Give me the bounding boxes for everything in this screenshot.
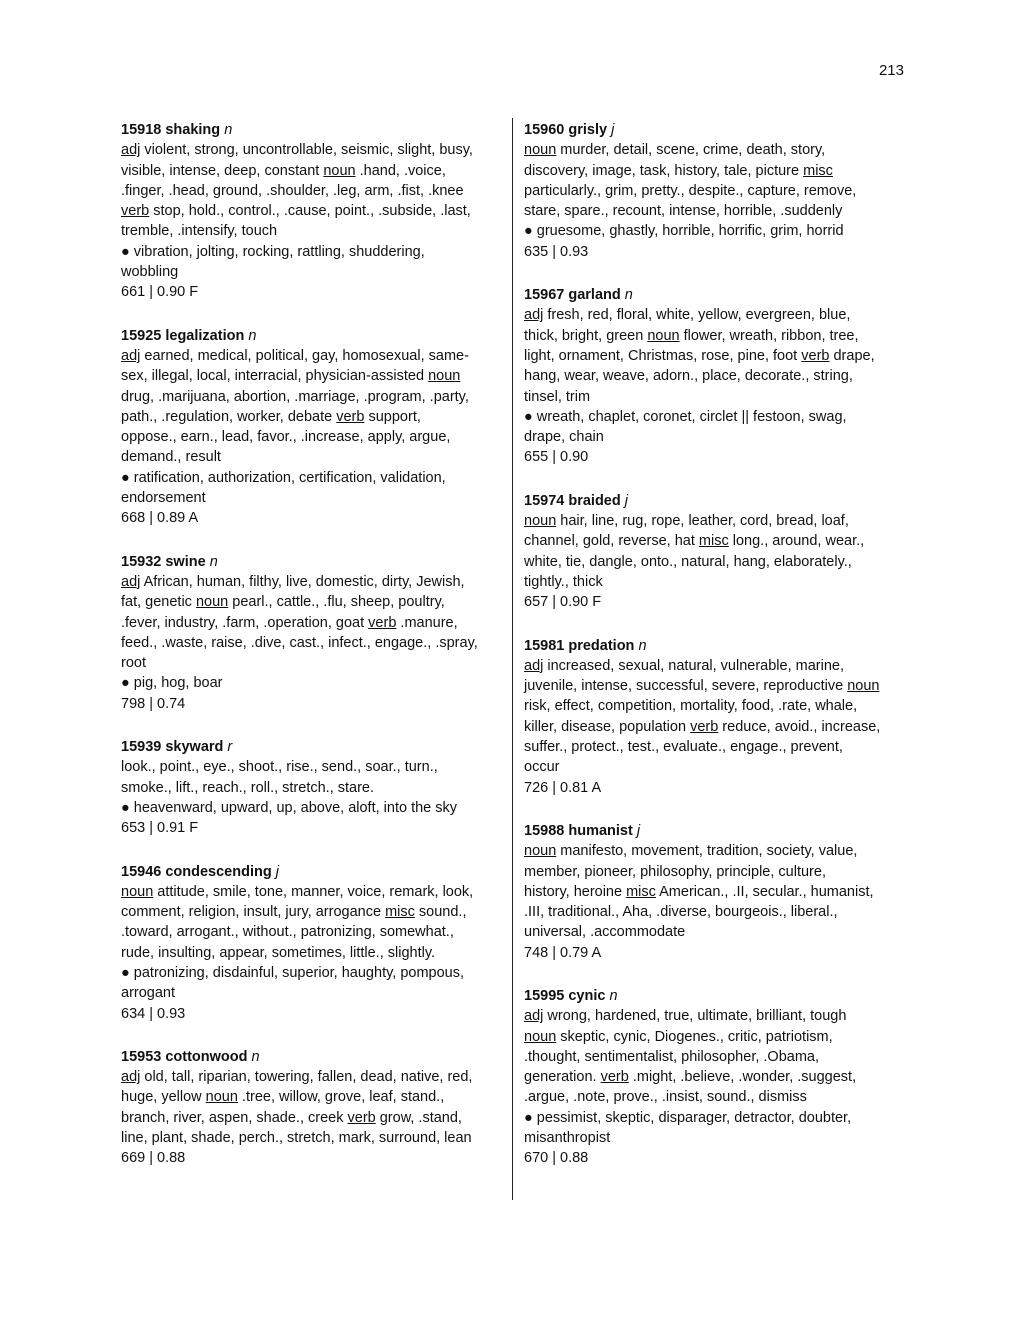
entry-text: demand., result bbox=[121, 449, 221, 466]
entry-line bbox=[121, 140, 499, 160]
entry-text: occur bbox=[524, 759, 560, 776]
section-label: noun bbox=[323, 162, 356, 179]
entry-line bbox=[524, 161, 908, 181]
entry-text: history, heroine bbox=[524, 883, 627, 900]
entry-text: light, ornament, Christmas, rose, pine, foot bbox=[524, 347, 802, 364]
part-of-speech: n bbox=[248, 327, 257, 344]
entry-line bbox=[524, 902, 908, 922]
entry-line bbox=[524, 242, 908, 262]
entry-line bbox=[121, 407, 499, 427]
entry-text: .III, traditional., Aha, .diverse, bourgeois., liberal., bbox=[524, 904, 838, 921]
entry-text: increased, sexual, natural, vulnerable, marine, bbox=[543, 657, 844, 674]
column-divider bbox=[512, 118, 513, 1200]
entry-line bbox=[121, 488, 499, 508]
entry-line bbox=[121, 427, 499, 447]
entry-text: drape, bbox=[829, 347, 875, 364]
entry-text: .tree, willow, grove, leaf, stand., bbox=[237, 1089, 445, 1106]
entry-text: rude, insulting, appear, sometimes, little., slightly. bbox=[121, 944, 436, 961]
section-label: adj bbox=[524, 657, 544, 674]
part-of-speech: j bbox=[611, 122, 615, 138]
entry-headword bbox=[121, 326, 499, 346]
entry-text: tremble, .intensify, touch bbox=[121, 223, 278, 240]
entry-line bbox=[524, 572, 908, 592]
entry-line bbox=[524, 1087, 908, 1107]
entry-line bbox=[121, 613, 499, 633]
entry-headword bbox=[524, 986, 908, 1006]
entry-text: fresh, red, floral, white, yellow, evergreen, blue, bbox=[543, 307, 851, 324]
section-label: verb bbox=[801, 347, 830, 364]
entry-line bbox=[524, 696, 908, 716]
entry-line bbox=[524, 1108, 908, 1128]
entry-text: skeptic, cynic, Diogenes., critic, patriotism, bbox=[556, 1028, 833, 1045]
dictionary-entry bbox=[121, 1047, 499, 1169]
section-label: noun bbox=[524, 843, 557, 860]
entry-line bbox=[121, 757, 499, 777]
entry-line bbox=[524, 943, 908, 963]
entry-line bbox=[524, 221, 908, 241]
entry-line bbox=[524, 757, 908, 777]
entry-line bbox=[121, 242, 499, 262]
entry-text: member, pioneer, philosophy, principle, culture, bbox=[524, 863, 826, 880]
entry-line bbox=[121, 1148, 499, 1168]
entry-text: tightly., thick bbox=[524, 573, 603, 590]
entry-line bbox=[121, 508, 499, 528]
entry-line bbox=[121, 1108, 499, 1128]
entry-line bbox=[524, 656, 908, 676]
dictionary-entry bbox=[121, 552, 499, 714]
entry-line bbox=[121, 366, 499, 386]
entry-text: ● vibration, jolting, rocking, rattling, shuddering, bbox=[121, 243, 425, 260]
entry-line bbox=[121, 161, 499, 181]
entry-text: smoke., lift., reach., roll., stretch., stare. bbox=[121, 779, 375, 796]
section-label: noun bbox=[524, 513, 557, 530]
section-label: noun bbox=[847, 678, 880, 695]
entry-text: visible, intense, deep, constant bbox=[121, 162, 324, 179]
entry-line bbox=[121, 983, 499, 1003]
page-number: 213 bbox=[878, 62, 904, 79]
entry-headword bbox=[524, 491, 908, 511]
entry-text: support, bbox=[364, 408, 421, 425]
entry-line bbox=[524, 882, 908, 902]
entry-line bbox=[121, 201, 499, 221]
section-label: misc bbox=[803, 162, 833, 179]
entry-line bbox=[524, 676, 908, 696]
entry-text: African, human, filthy, live, domestic, dirty, Jewish, bbox=[140, 573, 465, 590]
part-of-speech: n bbox=[638, 637, 647, 654]
dictionary-entry bbox=[524, 491, 908, 613]
entry-line bbox=[121, 468, 499, 488]
entry-text: attitude, smile, tone, manner, voice, remark, look, bbox=[153, 883, 474, 900]
entry-line bbox=[524, 305, 908, 325]
section-label: verb bbox=[690, 718, 719, 735]
entry-line bbox=[524, 346, 908, 366]
entry-line bbox=[121, 346, 499, 366]
headword-text: 15967 garland bbox=[524, 287, 621, 304]
entry-text: .thought, sentimentalist, philosopher, .Obama, bbox=[524, 1048, 820, 1065]
entry-line bbox=[121, 1128, 499, 1148]
entry-text: endorsement bbox=[121, 490, 206, 507]
section-label: adj bbox=[121, 573, 141, 590]
headword-text: 15953 cottonwood bbox=[121, 1048, 248, 1065]
entry-text: wrong, hardened, true, ultimate, brilliant, tough bbox=[543, 1008, 847, 1025]
entry-text: 798 | 0.74 bbox=[121, 695, 186, 712]
headword-text: 15946 condescending bbox=[121, 863, 272, 880]
entry-line bbox=[524, 841, 908, 861]
entry-line bbox=[524, 1047, 908, 1067]
entry-line bbox=[524, 1148, 908, 1168]
section-label: verb bbox=[347, 1109, 376, 1126]
dictionary-entry bbox=[524, 285, 908, 468]
entry-line bbox=[524, 862, 908, 882]
entry-line bbox=[121, 902, 499, 922]
right-column bbox=[524, 120, 908, 1192]
entry-line bbox=[524, 552, 908, 572]
entry-line bbox=[121, 447, 499, 467]
entry-line bbox=[524, 407, 908, 427]
entry-text: suffer., protect., test., evaluate., engage., prevent, bbox=[524, 739, 843, 756]
entry-text: murder, detail, scene, crime, death, story, bbox=[556, 142, 826, 159]
entry-line bbox=[524, 366, 908, 386]
dictionary-entry bbox=[121, 737, 499, 838]
entry-line bbox=[121, 818, 499, 838]
entry-line bbox=[121, 282, 499, 302]
entry-line bbox=[524, 717, 908, 737]
entry-text: universal, .accommodate bbox=[524, 924, 686, 941]
section-label: verb bbox=[121, 203, 150, 220]
entry-headword bbox=[121, 737, 499, 757]
section-label: misc bbox=[626, 883, 656, 900]
entry-text: thick, bright, green bbox=[524, 327, 648, 344]
entry-text: ● patronizing, disdainful, superior, haughty, pompous, bbox=[121, 964, 465, 981]
section-label: adj bbox=[121, 347, 141, 364]
entry-text: .might, .believe, .wonder, .suggest, bbox=[628, 1069, 857, 1086]
entry-line bbox=[524, 201, 908, 221]
entry-line bbox=[121, 1004, 499, 1024]
entry-headword bbox=[524, 821, 908, 841]
entry-text: .toward, arrogant., without., patronizing, somewhat., bbox=[121, 924, 454, 941]
entry-text: 653 | 0.91 F bbox=[121, 820, 199, 837]
entry-line bbox=[524, 140, 908, 160]
entry-line bbox=[524, 1067, 908, 1087]
entry-headword bbox=[121, 120, 499, 140]
entry-line bbox=[524, 447, 908, 467]
entry-line bbox=[121, 882, 499, 902]
part-of-speech: n bbox=[224, 122, 233, 138]
entry-line bbox=[121, 963, 499, 983]
entry-line bbox=[524, 531, 908, 551]
entry-text: wobbling bbox=[121, 264, 179, 281]
entry-text: long., around, wear., bbox=[728, 533, 865, 550]
headword-text: 15925 legalization bbox=[121, 327, 245, 344]
entry-line bbox=[121, 1087, 499, 1107]
headword-text: 15932 swine bbox=[121, 553, 206, 570]
entry-line bbox=[121, 181, 499, 201]
part-of-speech: j bbox=[636, 822, 641, 839]
entry-text: .hand, .voice, bbox=[355, 162, 446, 179]
part-of-speech: r bbox=[227, 739, 233, 756]
entry-line bbox=[524, 737, 908, 757]
section-label: noun bbox=[428, 368, 461, 385]
entry-text: stop, hold., control., .cause, point., .subside, .last, bbox=[149, 203, 471, 220]
section-label: noun bbox=[524, 1028, 557, 1045]
entry-text: 668 | 0.89 A bbox=[121, 510, 199, 527]
dictionary-entry bbox=[524, 821, 908, 963]
section-label: verb bbox=[336, 408, 365, 425]
headword-text: 15974 braided bbox=[524, 492, 621, 509]
entry-text: earned, medical, political, gay, homosexual, same- bbox=[140, 347, 469, 364]
headword-text: 15918 shaking bbox=[121, 122, 221, 138]
entry-text: sound., bbox=[414, 904, 467, 921]
entry-text: 748 | 0.79 A bbox=[524, 944, 602, 961]
entry-text: 635 | 0.93 bbox=[524, 243, 589, 260]
entry-text: .fever, industry, .farm, .operation, goat bbox=[121, 614, 369, 631]
entry-text: particularly., grim, pretty., despite., capture, remove, bbox=[524, 182, 857, 199]
part-of-speech: n bbox=[609, 987, 618, 1004]
entry-text: drug, .marijuana, abortion, .marriage, .program, .party, bbox=[121, 388, 469, 405]
entry-line bbox=[121, 778, 499, 798]
entry-headword bbox=[121, 552, 499, 572]
entry-headword bbox=[524, 120, 908, 140]
entry-text: 726 | 0.81 A bbox=[524, 779, 602, 796]
entry-text: sex, illegal, local, interracial, physician-assisted bbox=[121, 368, 429, 385]
entry-text: tinsel, trim bbox=[524, 388, 591, 405]
entry-line bbox=[524, 511, 908, 531]
entry-line bbox=[121, 798, 499, 818]
entry-text: 661 | 0.90 F bbox=[121, 284, 199, 301]
entry-text: channel, gold, reverse, hat bbox=[524, 533, 699, 550]
entry-text: discovery, image, task, history, tale, picture bbox=[524, 162, 804, 179]
part-of-speech: n bbox=[209, 553, 218, 570]
headword-text: 15981 predation bbox=[524, 637, 635, 654]
entry-text: look., point., eye., shoot., rise., send., soar., turn., bbox=[121, 759, 438, 776]
entry-text: generation. bbox=[524, 1069, 601, 1086]
entry-text: pearl., cattle., .flu, sheep, poultry, bbox=[228, 594, 445, 611]
entry-text: 634 | 0.93 bbox=[121, 1005, 186, 1022]
entry-text: ● heavenward, upward, up, above, aloft, into the sky bbox=[121, 799, 458, 816]
entry-line bbox=[121, 653, 499, 673]
entry-text: path., .regulation, worker, debate bbox=[121, 408, 337, 425]
entry-line bbox=[121, 633, 499, 653]
entry-text: risk, effect, competition, mortality, food, .rate, whale, bbox=[524, 698, 858, 715]
section-label: verb bbox=[600, 1069, 629, 1086]
section-label: adj bbox=[524, 307, 544, 324]
entry-text: line, plant, shade, perch., stretch, mark, surround, lean bbox=[121, 1130, 472, 1147]
entry-text: .finger, .head, ground, .shoulder, .leg, arm, .fist, .knee bbox=[121, 182, 464, 199]
dictionary-entry bbox=[121, 120, 499, 303]
entry-text: old, tall, riparian, towering, fallen, dead, native, red, bbox=[140, 1069, 473, 1086]
entry-text: American., .II, secular., humanist, bbox=[655, 883, 874, 900]
entry-line bbox=[121, 673, 499, 693]
dictionary-entry bbox=[524, 120, 908, 262]
dictionary-entry bbox=[121, 326, 499, 529]
entry-line bbox=[524, 181, 908, 201]
entry-line bbox=[121, 943, 499, 963]
entry-text: 657 | 0.90 F bbox=[524, 594, 602, 611]
entry-text: .argue, .note, prove., .insist, sound., dismiss bbox=[524, 1089, 807, 1106]
entry-line bbox=[121, 592, 499, 612]
section-label: noun bbox=[121, 883, 154, 900]
part-of-speech: j bbox=[275, 863, 279, 880]
entry-text: juvenile, intense, successful, severe, reproductive bbox=[524, 678, 848, 695]
section-label: noun bbox=[205, 1089, 238, 1106]
entry-text: 669 | 0.88 bbox=[121, 1150, 186, 1167]
section-label: verb bbox=[368, 614, 397, 631]
headword-text: 15995 cynic bbox=[524, 987, 606, 1004]
entry-line bbox=[121, 262, 499, 282]
dictionary-entry bbox=[524, 636, 908, 798]
entry-headword bbox=[121, 862, 499, 882]
part-of-speech: n bbox=[624, 287, 633, 304]
entry-text: arrogant bbox=[121, 985, 176, 1002]
entry-text: 670 | 0.88 bbox=[524, 1150, 589, 1167]
entry-text: fat, genetic bbox=[121, 594, 196, 611]
entry-text: flower, wreath, ribbon, tree, bbox=[679, 327, 859, 344]
entry-text: grow, .stand, bbox=[375, 1109, 462, 1126]
entry-text: root bbox=[121, 655, 146, 672]
headword-text: 15960 grisly bbox=[524, 122, 608, 138]
section-label: adj bbox=[121, 1069, 141, 1086]
entry-line bbox=[524, 1128, 908, 1148]
entry-line bbox=[121, 387, 499, 407]
entry-text: huge, yellow bbox=[121, 1089, 206, 1106]
part-of-speech: n bbox=[251, 1048, 260, 1065]
entry-text: killer, disease, population bbox=[524, 718, 691, 735]
entry-line bbox=[524, 778, 908, 798]
entry-text: manifesto, movement, tradition, society, value, bbox=[556, 843, 858, 860]
entry-text: feed., .waste, raise, .dive, cast., infect., engage., .spray, bbox=[121, 634, 478, 651]
dictionary-entry bbox=[121, 862, 499, 1024]
headword-text: 15988 humanist bbox=[524, 822, 633, 839]
entry-headword bbox=[524, 285, 908, 305]
entry-text: branch, river, aspen, shade., creek bbox=[121, 1109, 348, 1126]
entry-line bbox=[121, 922, 499, 942]
entry-text: stare, spare., recount, intense, horrible, .suddenly bbox=[524, 203, 843, 220]
entry-text: ● gruesome, ghastly, horrible, horrific, grim, horrid bbox=[524, 223, 844, 240]
entry-text: .manure, bbox=[396, 614, 458, 631]
entry-line bbox=[121, 572, 499, 592]
entry-text: ● pessimist, skeptic, disparager, detractor, doubter, bbox=[524, 1109, 852, 1126]
entry-line bbox=[524, 1027, 908, 1047]
entry-line bbox=[524, 592, 908, 612]
entry-text: comment, religion, insult, jury, arrogance bbox=[121, 904, 386, 921]
dictionary-entry bbox=[524, 986, 908, 1169]
entry-line bbox=[121, 694, 499, 714]
section-label: noun bbox=[647, 327, 680, 344]
section-label: noun bbox=[195, 594, 229, 611]
section-label: adj bbox=[121, 142, 141, 159]
entry-text: violent, strong, uncontrollable, seismic, slight, busy, bbox=[140, 142, 473, 159]
entry-line bbox=[524, 1006, 908, 1026]
entry-text: 655 | 0.90 bbox=[524, 449, 589, 466]
entry-text: ● ratification, authorization, certification, validation, bbox=[121, 469, 446, 486]
entry-text: hang, wear, weave, adorn., place, decorate., string, bbox=[524, 368, 853, 385]
entry-line bbox=[121, 221, 499, 241]
entry-text: ● pig, hog, boar bbox=[121, 675, 223, 692]
entry-text: reduce, avoid., increase, bbox=[718, 718, 881, 735]
entry-text: ● wreath, chaplet, coronet, circlet || festoon, swag, bbox=[524, 408, 847, 425]
entry-text: white, tie, dangle, onto., natural, hang, elaborately., bbox=[524, 553, 852, 570]
entry-line bbox=[121, 1067, 499, 1087]
left-column bbox=[121, 120, 499, 1192]
entry-headword bbox=[524, 636, 908, 656]
section-label: misc bbox=[385, 904, 415, 921]
section-label: noun bbox=[524, 142, 557, 159]
entry-text: hair, line, rug, rope, leather, cord, bread, loaf, bbox=[556, 513, 849, 530]
headword-text: 15939 skyward bbox=[121, 739, 224, 756]
entry-line bbox=[524, 922, 908, 942]
part-of-speech: j bbox=[624, 492, 628, 509]
entry-line bbox=[524, 427, 908, 447]
section-label: adj bbox=[524, 1008, 544, 1025]
entry-line bbox=[524, 326, 908, 346]
section-label: misc bbox=[698, 533, 729, 550]
entry-headword bbox=[121, 1047, 499, 1067]
entry-text: drape, chain bbox=[524, 429, 604, 446]
entry-line bbox=[524, 387, 908, 407]
entry-text: oppose., earn., lead, favor., .increase, apply, argue, bbox=[121, 429, 451, 446]
entry-text: misanthropist bbox=[524, 1130, 611, 1147]
